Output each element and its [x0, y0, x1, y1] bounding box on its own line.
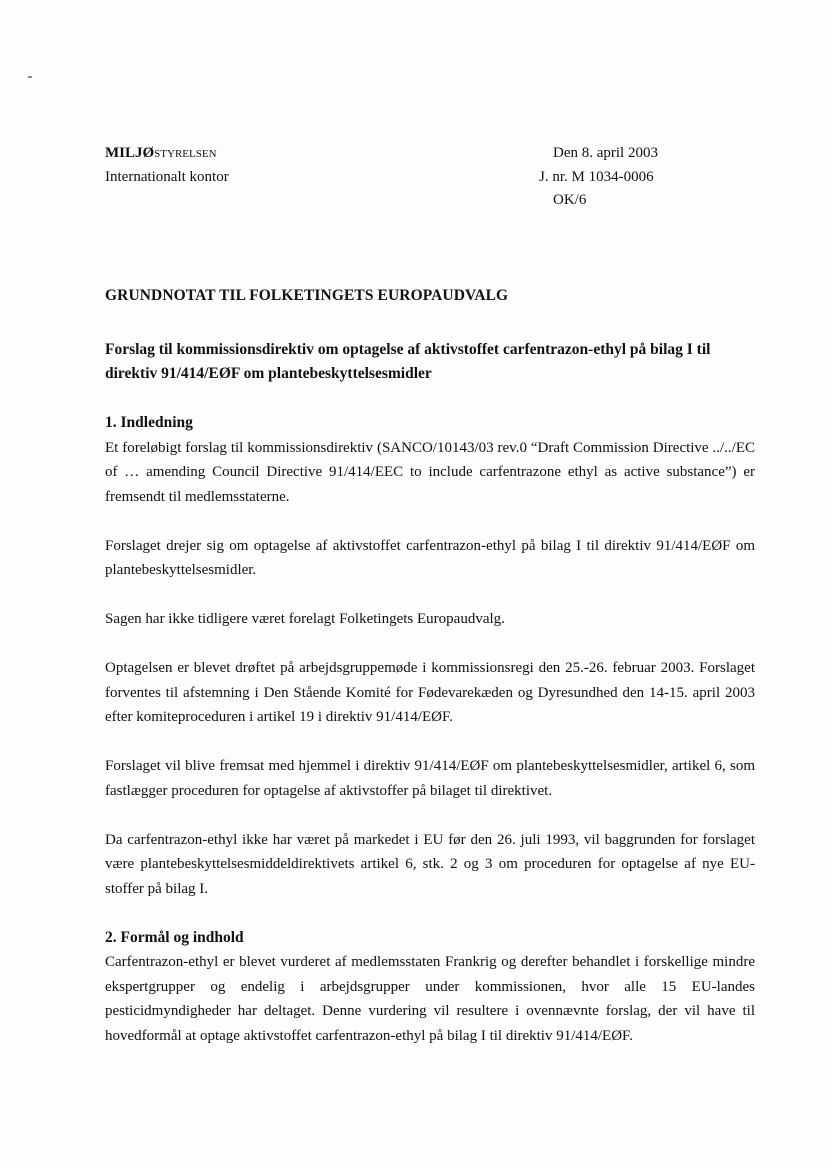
document-title: GRUNDNOTAT TIL FOLKETINGETS EUROPAUDVALG: [105, 287, 509, 304]
paragraph: Et foreløbigt forslag til kommissionsdirektiv (SANCO/10143/03 rev.0 “Draft Commission Directive ../../EC of … amending Council Directive 91/414/EEC to include carfentrazone ethyl as active substance”) er fremsendt til medlemsstaterne.: [105, 439, 755, 505]
paragraph: Optagelsen er blevet drøftet på arbejdsgruppemøde i kommissionsregi den 25.-26. februar 2003. Forslaget forventes til afstemning i Den Stående Komité for Fødevarekæden og Dyresundhed den 14-15. april 2003 efter komiteproceduren i artikel 19 i direktiv 91/414/EØF.: [105, 660, 755, 725]
paragraph: Sagen har ikke tidligere været forelagt Folketingets Europaudvalg.: [105, 611, 505, 627]
office-name: Internationalt kontor: [105, 168, 229, 185]
document-date: Den 8. april 2003: [553, 145, 658, 161]
document-body: [105, 411, 755, 1073]
document-subject: Forslag til kommissionsdirektiv om optagelse af aktivstoffet carfentrazon-ethyl på bilag I til direktiv 91/414/EØF om plantebeskyttelsesmidler: [105, 341, 711, 382]
paragraph: Forslaget drejer sig om optagelse af aktivstoffet carfentrazon-ethyl på bilag I til direktiv 91/414/EØF om plantebeskyttelsesmidler.: [105, 537, 755, 578]
paragraph: Carfentrazon-ethyl er blevet vurderet af medlemsstaten Frankrig og derefter behandlet i forskellige mindre ekspertgrupper og endelig i arbejdsgrupper under kommissionen, hvor alle 15 EU-landes pesticidmyndigheder har deltaget. Denne vurdering vil resultere i ovennævnte forslag, der vil have til hovedformål at optage aktivstoffet carfentrazon-ethyl på bilag I til direktiv 91/414/EØF.: [105, 954, 755, 1044]
paragraph: Forslaget vil blive fremsat med hjemmel i direktiv 91/414/EØF om plantebeskyttelsesmidler, artikel 6, som fastlægger proceduren for optagelse af aktivstoffer på bilaget til direktivet.: [105, 758, 755, 799]
organization-prefix: MILJØ: [105, 145, 155, 161]
initials: OK/6: [553, 192, 587, 208]
organization-suffix: styrelsen: [154, 145, 217, 161]
organization-name: [105, 142, 229, 166]
section-heading-introduction: 1. Indledning: [105, 414, 193, 431]
section-heading-purpose: 2. Formål og indhold: [105, 928, 244, 946]
paragraph: Da carfentrazon-ethyl ikke har været på markedet i EU før den 26. juli 1993, vil baggrunden for forslaget være plantebeskyttelsesmiddeldirektivets artikel 6, stk. 2 og 3 om proceduren for optagelse af nye EU-stoffer på bilag I.: [105, 831, 755, 897]
sender-block: [105, 142, 229, 189]
scan-speck: [28, 76, 32, 78]
journal-number: J. nr. M 1034-0006: [539, 168, 654, 185]
reference-block: [539, 142, 658, 213]
